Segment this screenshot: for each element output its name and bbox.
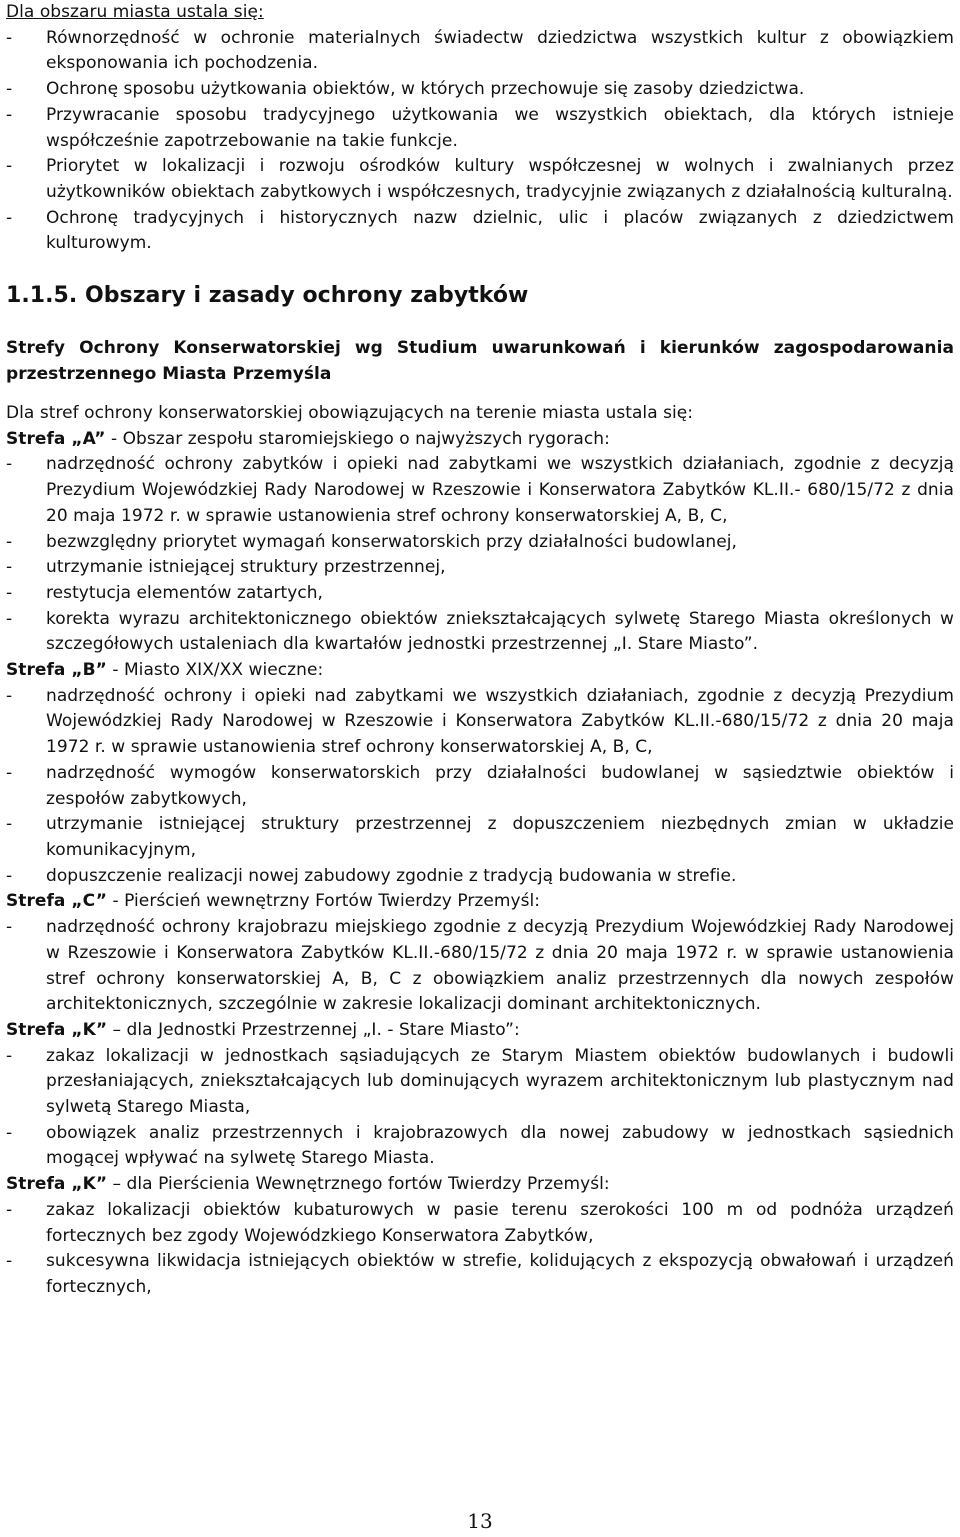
list-dash: - (6, 531, 13, 552)
zone-description: - Obszar zespołu staromiejskiego o najwyższych rygorach: (105, 428, 610, 449)
list-dash: - (6, 865, 13, 886)
list-item-text: nadrzędność ochrony krajobrazu miejskiego zgodnie z decyzją Prezydium Wojewódzkiej Rady Narodowej w Rzeszowie i Konserwatora Zabytków KL.II.-680/15/72 z dnia 20 maja 1972 r. w sprawie ustanowienia stref ochrony konserwatorskiej A, B, C z obowiązkiem analiz przestrzennych dla nowych zespołów architektonicznych, szczególnie w zakresie lokalizacji dominant architektonicznych. (46, 917, 954, 1015)
list-dash: - (6, 557, 13, 578)
list-item (6, 452, 954, 529)
list-item-text: korekta wyrazu architektonicznego obiektów zniekształcających sylwetę Starego Miasta określonych w szczegółowych ustaleniach dla kwartałów jednostki przestrzennej „I. Stare Miasto”. (46, 608, 954, 655)
zone-b (6, 658, 954, 889)
list-item (6, 581, 954, 607)
zone-description: - Pierścień wewnętrzny Fortów Twierdzy Przemyśl: (107, 891, 541, 912)
list-dash: - (6, 762, 13, 783)
section-lead: Dla stref ochrony konserwatorskiej obowiązujących na terenie miasta ustala się: (6, 403, 694, 424)
zone-a (6, 427, 954, 658)
section-title: 1.1.5. Obszary i zasady ochrony zabytków (6, 283, 529, 309)
zone-title (6, 1018, 954, 1044)
list-dash: - (6, 1251, 13, 1272)
list-item (6, 530, 954, 556)
list-item (6, 915, 954, 1018)
list-item (6, 607, 954, 658)
zone-k-forts (6, 1172, 954, 1301)
list-item (6, 555, 954, 581)
list-item (6, 1044, 954, 1121)
list-item-text: utrzymanie istniejącej struktury przestrzennej, (46, 557, 446, 578)
list-item-text: restytucja elementów zatartych, (46, 582, 324, 603)
list-item-text: nadrzędność ochrony i opieki nad zabytkami we wszystkich działaniach, zgodnie z decyzją Prezydium Wojewódzkiej Rady Narodowej w Rzeszowie i Konserwatora Zabytków KL.II.-680/15/72 z dnia 20 maja 1972 r. w sprawie ustanowienia stref ochrony konserwatorskiej A, B, C, (46, 685, 954, 758)
list-item (6, 761, 954, 812)
list-dash: - (6, 917, 13, 938)
list-item (6, 1121, 954, 1172)
zone-title (6, 658, 954, 684)
list-item (6, 684, 954, 761)
list-item (6, 26, 954, 77)
zone-title (6, 889, 954, 915)
list-dash: - (6, 814, 13, 835)
list-dash: - (6, 582, 13, 603)
list-dash: - (6, 685, 13, 706)
list-item-text: Ochronę sposobu użytkowania obiektów, w których przechowuje się zasoby dziedzictwa. (46, 79, 805, 100)
list-item-text: nadrzędność ochrony zabytków i opieki nad zabytkami we wszystkich działaniach, zgodnie z decyzją Prezydium Wojewódzkiej Rady Narodowej w Rzeszowie i Konserwatora Zabytków KL.II.- 680/15/72 z dnia 20 maja 1972 r. w sprawie ustanowienia stref ochrony konserwatorskiej A, B, C, (46, 454, 954, 526)
list-dash: - (6, 27, 13, 48)
list-item (6, 812, 954, 863)
list-dash: - (6, 1122, 13, 1143)
zone-k-old-town (6, 1018, 954, 1172)
list-item (6, 1249, 954, 1300)
list-dash: - (6, 1199, 13, 1220)
zone-label: Strefa „K” (6, 1174, 108, 1195)
list-item-text: nadrzędność wymogów konserwatorskich przy działalności budowlanej w sąsiedztwie obiektów i zespołów zabytkowych, (46, 762, 954, 809)
list-item-text: Równorzędność w ochronie materialnych świadectw dziedzictwa wszystkich kultur z obowiązkiem eksponowania ich pochodzenia. (46, 27, 954, 74)
zone-c (6, 889, 954, 1018)
zone-title (6, 427, 954, 453)
list-dash: - (6, 454, 13, 475)
list-item (6, 103, 954, 154)
list-dash: - (6, 79, 13, 100)
zone-label: Strefa „A” (6, 428, 106, 449)
zone-label: Strefa „K” (6, 1019, 108, 1040)
list-item (6, 206, 954, 257)
list-dash: - (6, 608, 13, 629)
zone-title (6, 1172, 954, 1198)
list-dash: - (6, 156, 13, 177)
list-item (6, 77, 954, 103)
spacer (6, 387, 954, 401)
list-item (6, 154, 954, 205)
list-item-text: sukcesywna likwidacja istniejących obiektów w strefie, kolidujących z ekspozycją obwałowań i urządzeń fortecznych, (46, 1251, 954, 1297)
list-item-text: utrzymanie istniejącej struktury przestrzennej z dopuszczeniem niezbędnych zmian w układzie komunikacyjnym, (46, 814, 954, 860)
list-item-text: Priorytet w lokalizacji i rozwoju ośrodków kultury współczesnej w wolnych i zwalnianych przez użytkowników obiektach zabytkowych i współczesnych, tradycyjnie związanych z działalnością kulturalną. (46, 156, 954, 202)
list-item-text: zakaz lokalizacji w jednostkach sąsiadujących ze Starym Miastem obiektów budowlanych i budowli przesłaniających, zniekształcających lub dominujących wyrazem architektonicznym lub plastycznym nad sylwetą Starego Miasta, (46, 1045, 954, 1118)
list-dash: - (6, 207, 13, 228)
list-dash: - (6, 1045, 13, 1066)
zone-description: – dla Jednostki Przestrzennej „I. - Stare Miasto”: (107, 1019, 520, 1040)
list-item-text: Przywracanie sposobu tradycyjnego użytkowania we wszystkich obiektach, dla których istnieje współcześnie zapotrzebowanie na takie funkcje. (46, 104, 954, 151)
zone-description: – dla Pierścienia Wewnętrznego fortów Twierdzy Przemyśl: (107, 1174, 610, 1195)
zone-label: Strefa „C” (6, 891, 108, 912)
intro-heading: Dla obszaru miasta ustala się: (6, 2, 264, 22)
list-item-text: obowiązek analiz przestrzennych i krajobrazowych dla nowej zabudowy w jednostkach sąsiednich mogącej wpływać na sylwetę Starego Miasta. (46, 1122, 954, 1169)
list-item-text: dopuszczenie realizacji nowej zabudowy zgodnie z tradycją budowania w strefie. (46, 865, 737, 886)
list-item-text: Ochronę tradycyjnych i historycznych nazw dzielnic, ulic i placów związanych z dziedzictwem kulturowym. (46, 207, 954, 254)
list-item (6, 864, 954, 890)
list-dash: - (6, 104, 13, 125)
list-item-text: zakaz lokalizacji obiektów kubaturowych w pasie terenu szerokości 100 m od podnóża urządzeń fortecznych bez zgody Wojewódzkiego Konserwatora Zabytków, (46, 1199, 954, 1246)
list-item (6, 1198, 954, 1249)
page-number: 13 (467, 1509, 493, 1533)
list-item-text: bezwzględny priorytet wymagań konserwatorskich przy działalności budowlanej, (46, 531, 737, 552)
zone-description: - Miasto XIX/XX wieczne: (106, 660, 324, 681)
intro-list (6, 26, 954, 257)
zone-label: Strefa „B” (6, 660, 107, 681)
section-subtitle: Strefy Ochrony Konserwatorskiej wg Studium uwarunkowań i kierunków zagospodarowania przestrzennego Miasta Przemyśla (6, 338, 954, 385)
